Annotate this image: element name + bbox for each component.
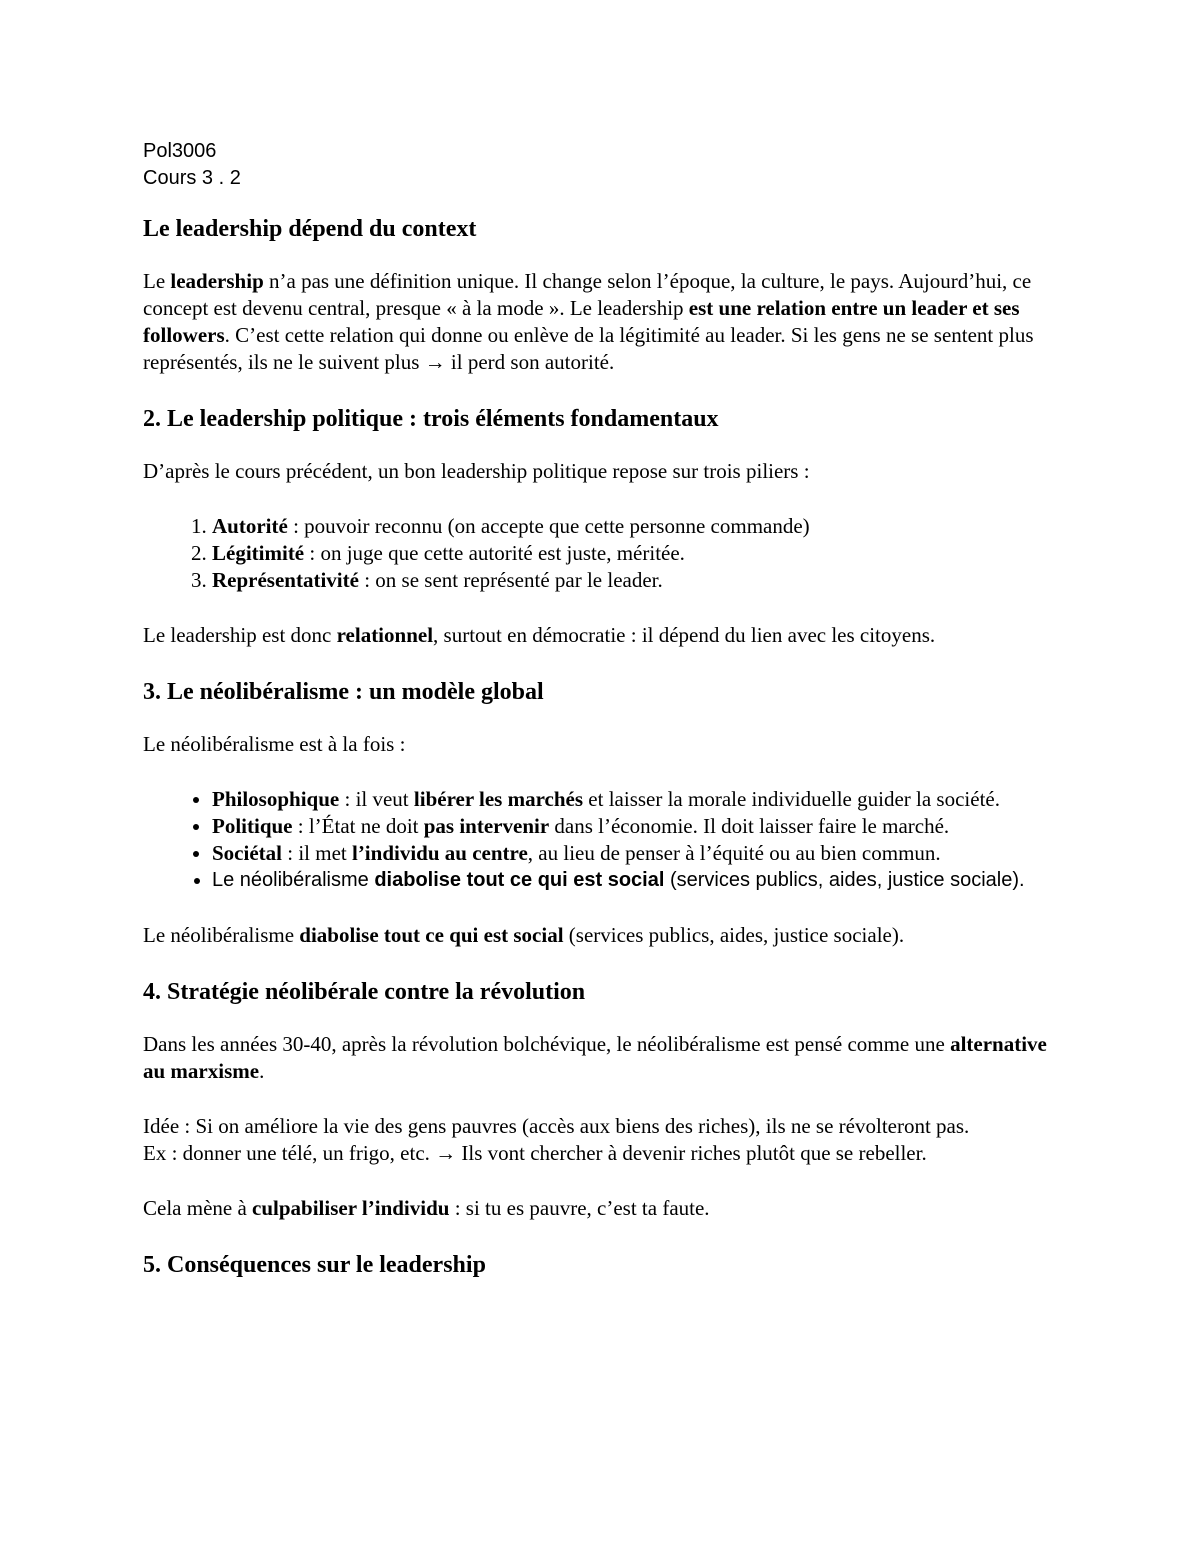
list-item-term: Autorité <box>212 514 288 538</box>
list-item <box>212 840 1073 867</box>
text-run: dans l’économie. Il doit laisser faire le marché. <box>549 814 950 838</box>
section-3-intro: Le néolibéralisme est à la fois : <box>143 732 406 756</box>
bold-run: l’individu au centre <box>351 841 528 865</box>
list-item <box>212 813 1073 840</box>
text-run: et laisser la morale individuelle guider la société. <box>583 787 1000 811</box>
section-5-title: 5. Conséquences sur le leadership <box>143 1252 486 1278</box>
bold-run: pas intervenir <box>423 814 550 838</box>
bold-run: diabolise tout ce qui est social <box>374 869 665 891</box>
section-1-title: Le leadership dépend du context <box>143 216 477 242</box>
section-1-paragraph <box>143 268 1073 376</box>
text-run: n’a pas une définition unique. Il change selon l’époque, la culture, le pays. Aujourd’hui, ce concept est devenu central, presque « à la mode ». Le leadership <box>143 269 1032 320</box>
text-run: : il veut <box>339 787 414 811</box>
section-2-title: 2. Le leadership politique : trois éléments fondamentaux <box>143 406 719 432</box>
list-item-term: Légitimité <box>212 541 305 565</box>
text-run: . <box>259 1059 265 1083</box>
section-2-intro: D’après le cours précédent, un bon leadership politique repose sur trois piliers : <box>143 459 810 483</box>
list-item-term: Philosophique <box>212 787 340 811</box>
section-2-conclusion <box>143 622 1073 649</box>
bold-run: libérer les marchés <box>413 787 584 811</box>
text-run: Ex : donner une télé, un frigo, etc. → Ils vont chercher à devenir riches plutôt que se rebeller. <box>143 1141 927 1165</box>
list-item-desc: : on se sent représenté par le leader. <box>358 568 663 592</box>
list-item-desc: : pouvoir reconnu (on accepte que cette personne commande) <box>287 514 810 538</box>
bold-run: diabolise tout ce qui est social <box>299 923 564 947</box>
list-item <box>212 567 1073 594</box>
bold-run: relationnel <box>336 623 434 647</box>
list-item <box>212 786 1073 813</box>
section-4-paragraph-3 <box>143 1195 1073 1222</box>
list-item-term: Sociétal <box>212 841 282 865</box>
text-run: Idée : Si on améliore la vie des gens pauvres (accès aux biens des riches), ils ne se révolteront pas. <box>143 1114 970 1138</box>
text-run: , surtout en démocratie : il dépend du lien avec les citoyens. <box>433 623 936 647</box>
neoliberalism-list <box>143 786 1073 894</box>
text-run: Dans les années 30-40, après la révolution bolchévique, le néolibéralisme est pensé comme une <box>143 1032 951 1056</box>
list-item-term: Politique <box>212 814 293 838</box>
bold-run: leadership <box>170 269 264 293</box>
bold-run: alternative au marxisme <box>143 1032 1047 1083</box>
text-run: (services publics, aides, justice sociale). <box>563 923 905 947</box>
course-code: Pol3006 <box>143 140 217 162</box>
text-run: : si tu es pauvre, c’est ta faute. <box>449 1196 710 1220</box>
list-item <box>212 513 1073 540</box>
text-run: : l’État ne doit <box>292 814 424 838</box>
section-3-conclusion <box>143 922 1073 949</box>
text-run: : il met <box>281 841 352 865</box>
text-run: , au lieu de penser à l’équité ou au bien commun. <box>527 841 941 865</box>
document-page <box>143 138 1073 1304</box>
document-header <box>143 138 1073 192</box>
list-item <box>212 540 1073 567</box>
text-run: Le néolibéralisme <box>212 869 375 891</box>
text-run: (services publics, aides, justice sociale). <box>664 869 1025 891</box>
course-session: Cours 3 . 2 <box>143 167 241 189</box>
text-run: Le <box>143 269 171 293</box>
pillars-list <box>143 513 1073 594</box>
text-run: Le néolibéralisme <box>143 923 300 947</box>
section-4-title: 4. Stratégie néolibérale contre la révolution <box>143 979 586 1005</box>
text-run: Cela mène à <box>143 1196 253 1220</box>
text-run: . C’est cette relation qui donne ou enlève de la légitimité au leader. Si les gens ne se sentent plus représentés, ils ne le suivent plus → il perd son autorité. <box>143 323 1034 374</box>
list-item-term: Représentativité <box>212 568 359 592</box>
list-item-desc: : on juge que cette autorité est juste, méritée. <box>304 541 685 565</box>
bold-run: est une relation entre un leader et ses followers <box>143 296 1020 347</box>
section-4-paragraph-1 <box>143 1031 1073 1085</box>
list-item <box>212 867 1073 894</box>
section-3-title: 3. Le néolibéralisme : un modèle global <box>143 679 544 705</box>
section-4-paragraph-2 <box>143 1113 1073 1167</box>
text-run: Le leadership est donc <box>143 623 337 647</box>
bold-run: culpabiliser l’individu <box>252 1196 450 1220</box>
